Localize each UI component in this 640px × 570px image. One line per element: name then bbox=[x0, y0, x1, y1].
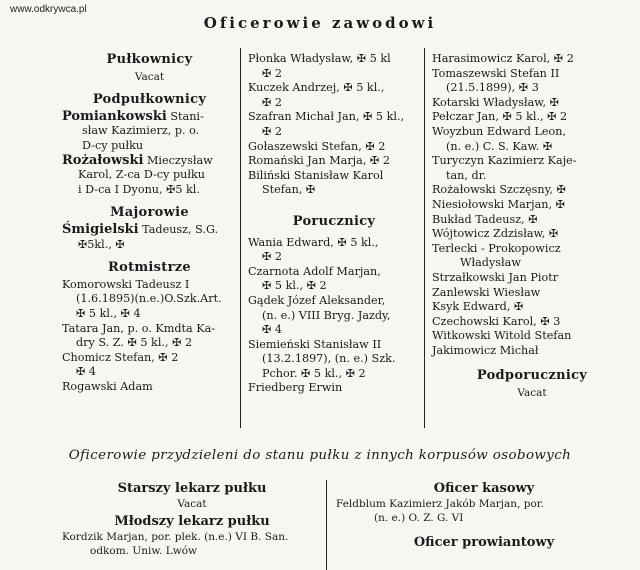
entry-line: ✠ 4 bbox=[76, 365, 97, 379]
entry-line: Kuczek Andrzej, ✠ 5 kl., bbox=[248, 81, 385, 95]
entry-line: Rogawski Adam bbox=[62, 379, 153, 393]
watermark: www.odkrywca.pl bbox=[10, 4, 87, 15]
entry-line: Czechowski Karol, ✠ 3 bbox=[432, 314, 561, 328]
entry-line: Rożałowski Szczęsny, ✠ bbox=[432, 183, 566, 197]
entry-line: Komorowski Tadeusz I bbox=[62, 277, 190, 291]
heading-starszy-lekarz: Starszy lekarz pułku bbox=[117, 481, 267, 496]
entry-line: Karol, Z-ca D-cy pułku bbox=[78, 168, 205, 182]
entry-line: tan, dr. bbox=[446, 168, 487, 182]
section-2-left bbox=[62, 482, 322, 559]
entry-line: Siemieński Stanisław II bbox=[248, 337, 382, 351]
entry-line: Ksyk Edward, ✠ bbox=[432, 300, 524, 314]
entry-line: Śmigielski Tadeusz, S.G. bbox=[62, 221, 219, 237]
cross-icon: ✠ bbox=[78, 237, 88, 251]
entry-line: (n. e.) VIII Bryg. Jazdy, bbox=[262, 308, 391, 322]
entry-line: ✠ 5 kl., ✠ 2 bbox=[262, 279, 327, 293]
page-title: Oficerowie zawodowi bbox=[203, 14, 437, 32]
entry-line: odkom. Uniw. Lwów bbox=[90, 545, 198, 558]
entry-line: Harasimowicz Karol, ✠ 2 bbox=[432, 52, 574, 65]
entry-line: Stefan, ✠ bbox=[262, 183, 316, 197]
column-divider-3 bbox=[326, 480, 327, 570]
entry-line: Kordzik Marjan, por. plek. (n.e.) VI B. San. bbox=[62, 530, 289, 543]
entry-line: Czarnota Adolf Marjan, bbox=[248, 264, 381, 278]
entry-line: Rożałowski Mieczysław bbox=[62, 152, 213, 168]
entry-line: Pchor. ✠ 5 kl., ✠ 2 bbox=[262, 366, 366, 380]
entry-line: dry S. Z. ✠ 5 kl., ✠ 2 bbox=[76, 336, 193, 350]
column-3 bbox=[432, 52, 632, 401]
entry-line: Szafran Michał Jan, ✠ 5 kl., bbox=[248, 110, 405, 124]
entry-line: Wania Edward, ✠ 5 kl., bbox=[248, 235, 379, 249]
entry-line: ✠ 2 bbox=[262, 95, 283, 109]
entry-line: (21.5.1899), ✠ 3 bbox=[446, 81, 539, 95]
heading-podpulkownicy: Podpułkownicy bbox=[92, 92, 207, 108]
heading-majorowie: Majorowie bbox=[110, 205, 189, 221]
entry-line: Terlecki - Prokopowicz bbox=[432, 241, 561, 255]
entry-line: (n. e.) C. S. Kaw. ✠ bbox=[446, 139, 553, 153]
vacat-pulkownicy: Vacat bbox=[134, 70, 165, 83]
entry-line: i D-ca I Dyonu, ✠5 kl. bbox=[78, 182, 200, 196]
entry-line: Feldblum Kazimierz Jakób Marjan, por. bbox=[336, 497, 544, 510]
entry-line: ✠ 2 bbox=[262, 124, 283, 138]
entry-line: Tatara Jan, p. o. Kmdta Ka- bbox=[62, 321, 216, 335]
heading-oficer-kasowy: Oficer kasowy bbox=[433, 481, 535, 496]
vacat-podporucznicy: Vacat bbox=[517, 387, 547, 400]
heading-pulkownicy: Pułkownicy bbox=[106, 52, 193, 67]
heading-mlodszy-lekarz: Młodszy lekarz pułku bbox=[114, 514, 270, 530]
entry-line: Romański Jan Marja, ✠ 2 bbox=[248, 154, 390, 168]
entry-line: Kotarski Władysław, ✠ bbox=[432, 95, 560, 109]
heading-rotmistrze: Rotmistrze bbox=[108, 260, 191, 276]
entry-line: Turyczyn Kazimierz Kaje- bbox=[432, 154, 577, 168]
entry-line: Bukład Tadeusz, ✠ bbox=[432, 212, 538, 226]
entry-line: Woyzbun Edward Leon, bbox=[432, 124, 567, 138]
column-1 bbox=[62, 50, 237, 394]
entry-line: Zanlewski Wiesław bbox=[432, 285, 541, 299]
entry-line: Tomaszewski Stefan II bbox=[432, 66, 560, 80]
section-2-title: Oficerowie przydzieleni do stanu pułku z innych korpusów osobowych bbox=[68, 448, 572, 463]
section-2-right bbox=[336, 482, 632, 550]
column-2 bbox=[248, 52, 420, 396]
entry-line: Pełczar Jan, ✠ 5 kl., ✠ 2 bbox=[432, 110, 568, 124]
entry-line: Wójtowicz Zdzisław, ✠ bbox=[432, 227, 559, 241]
entry-line: Niesiołowski Marjan, ✠ bbox=[432, 197, 565, 211]
cross-icon: ✠ bbox=[166, 182, 176, 196]
entry-line: ✠ 2 bbox=[262, 250, 283, 264]
entry-line: ✠ 5 kl., ✠ 4 bbox=[76, 306, 141, 320]
entry-line: Biliński Stanisław Karol bbox=[248, 168, 384, 182]
vacat-starszy-lekarz: Vacat bbox=[177, 497, 207, 510]
entry-line: Friedberg Erwin bbox=[248, 381, 343, 395]
entry-line: Gołaszewski Stefan, ✠ 2 bbox=[248, 139, 386, 153]
entry-line: Strzałkowski Jan Piotr bbox=[432, 270, 559, 284]
entry-line: Jakimowicz Michał bbox=[432, 343, 539, 357]
entry-line: Władysław bbox=[460, 256, 521, 270]
entry-line: Gądek Józef Aleksander, bbox=[248, 293, 386, 307]
entry-line: (1.6.1895)(n.e.)O.Szk.Art. bbox=[76, 292, 222, 306]
heading-podporucznicy: Podporucznicy bbox=[476, 368, 588, 384]
entry-line: Chomicz Stefan, ✠ 2 bbox=[62, 350, 179, 364]
column-divider-2 bbox=[424, 48, 425, 428]
entry-line: sław Kazimierz, p. o. bbox=[82, 124, 200, 138]
entry-line: (13.2.1897), (n. e.) Szk. bbox=[262, 352, 396, 366]
entry-line: ✠5kl., ✠ bbox=[78, 237, 125, 251]
entry-line: ✠ 2 bbox=[262, 66, 283, 80]
entry-line: Witkowski Witold Stefan bbox=[432, 329, 572, 343]
heading-oficer-prowiantowy: Oficer prowiantowy bbox=[413, 534, 555, 550]
entry-line: ✠ 4 bbox=[262, 323, 283, 337]
heading-porucznicy: Porucznicy bbox=[292, 213, 376, 229]
entry-line: (n. e.) O. Z. G. VI bbox=[374, 512, 464, 525]
column-divider-1 bbox=[240, 48, 241, 428]
cross-icon: ✠ bbox=[115, 237, 125, 251]
entry-line: Płonka Władysław, ✠ 5 kl bbox=[248, 52, 391, 65]
entry-line: D-cy pułku bbox=[82, 138, 144, 152]
entry-line: Pomiankowski Stani- bbox=[62, 108, 204, 124]
